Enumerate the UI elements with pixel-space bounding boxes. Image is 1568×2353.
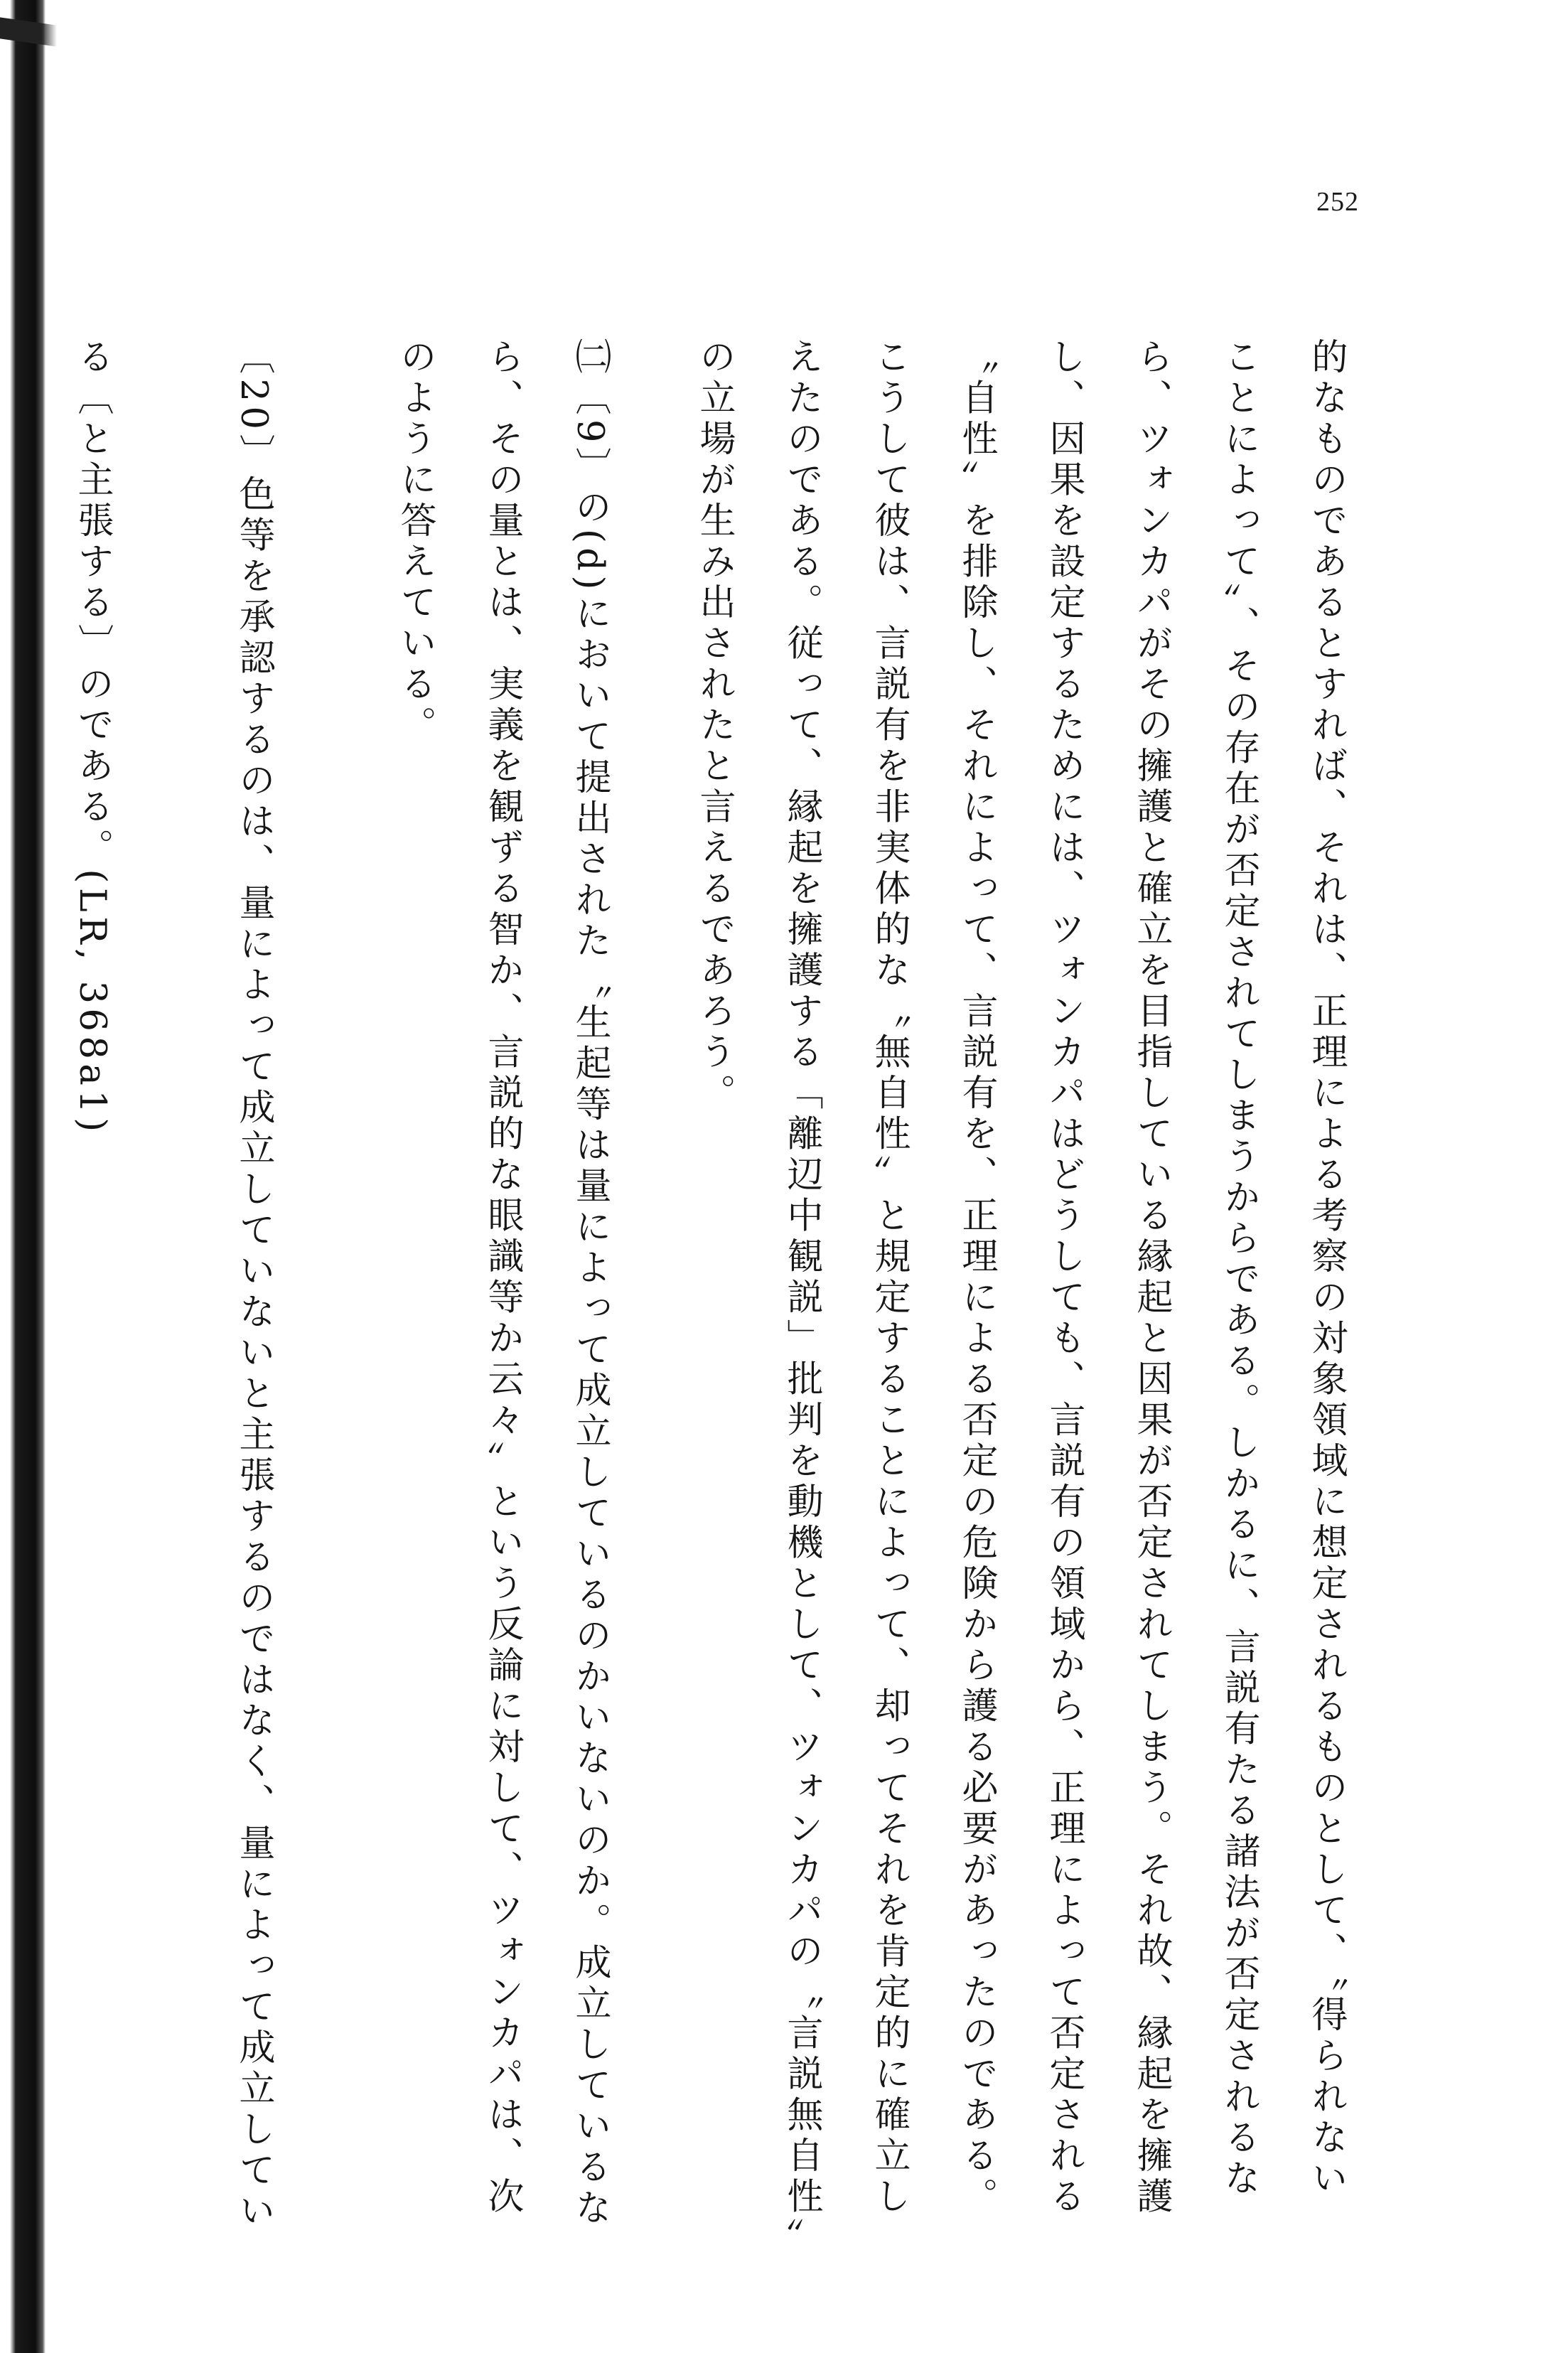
text-line: ら、その量とは、実義を観ずる智か、言説的な眼識等か云々〞という反論に対して、ツォンカパは、次: [481, 338, 523, 2219]
page-number: 252: [1316, 187, 1359, 217]
text-line: し、因果を設定するためには、ツォンカパはどうしても、言説有の領域から、正理によって否定される: [1043, 338, 1085, 2219]
text-line: えたのである。従って、縁起を擁護する「離辺中観説」批判を動機として、ツォンカパの〝言説無自性〞: [780, 338, 822, 2259]
text-line: の立場が生み出されたと言えるであろう。: [693, 338, 735, 1115]
text-line: 的なものであるとすれば、それは、正理による考察の対象領域に想定されるものとして、〝得られない: [1305, 338, 1347, 2200]
text-line: ら、ツォンカパがその擁護と確立を目指している縁起と因果が否定されてしまう。それ故、縁起を擁護: [1130, 338, 1172, 2219]
text-line: ことによって〞、その存在が否定されてしまうからである。しかるに、言説有たる諸法が否定されるな: [1218, 338, 1260, 2200]
text-line: のように答えている。: [394, 338, 436, 747]
quotation-line: 〔20〕色等を承認するのは、量によって成立していないと主張するのではなく、量によって成立してい: [232, 338, 274, 2233]
body-text: [71, 306, 1457, 2259]
text-line: ㈡〔9〕の(d)において提出された〝生起等は量によって成立しているのかいないのか。成立しているな: [569, 338, 611, 2230]
text-line: 〝自性〞を排除し、それによって、言説有を、正理による否定の危険から護る必要があったのである。: [955, 338, 997, 2219]
quotation-line: [0, 338, 48, 2325]
quotation-line: る〔と主張する〕のである。(LR, 368a1): [71, 338, 113, 1137]
text-line: こうして彼は、言説有を非実体的な〝無自性〞と規定することによって、却ってそれを肯定的に確立し: [868, 338, 910, 2219]
